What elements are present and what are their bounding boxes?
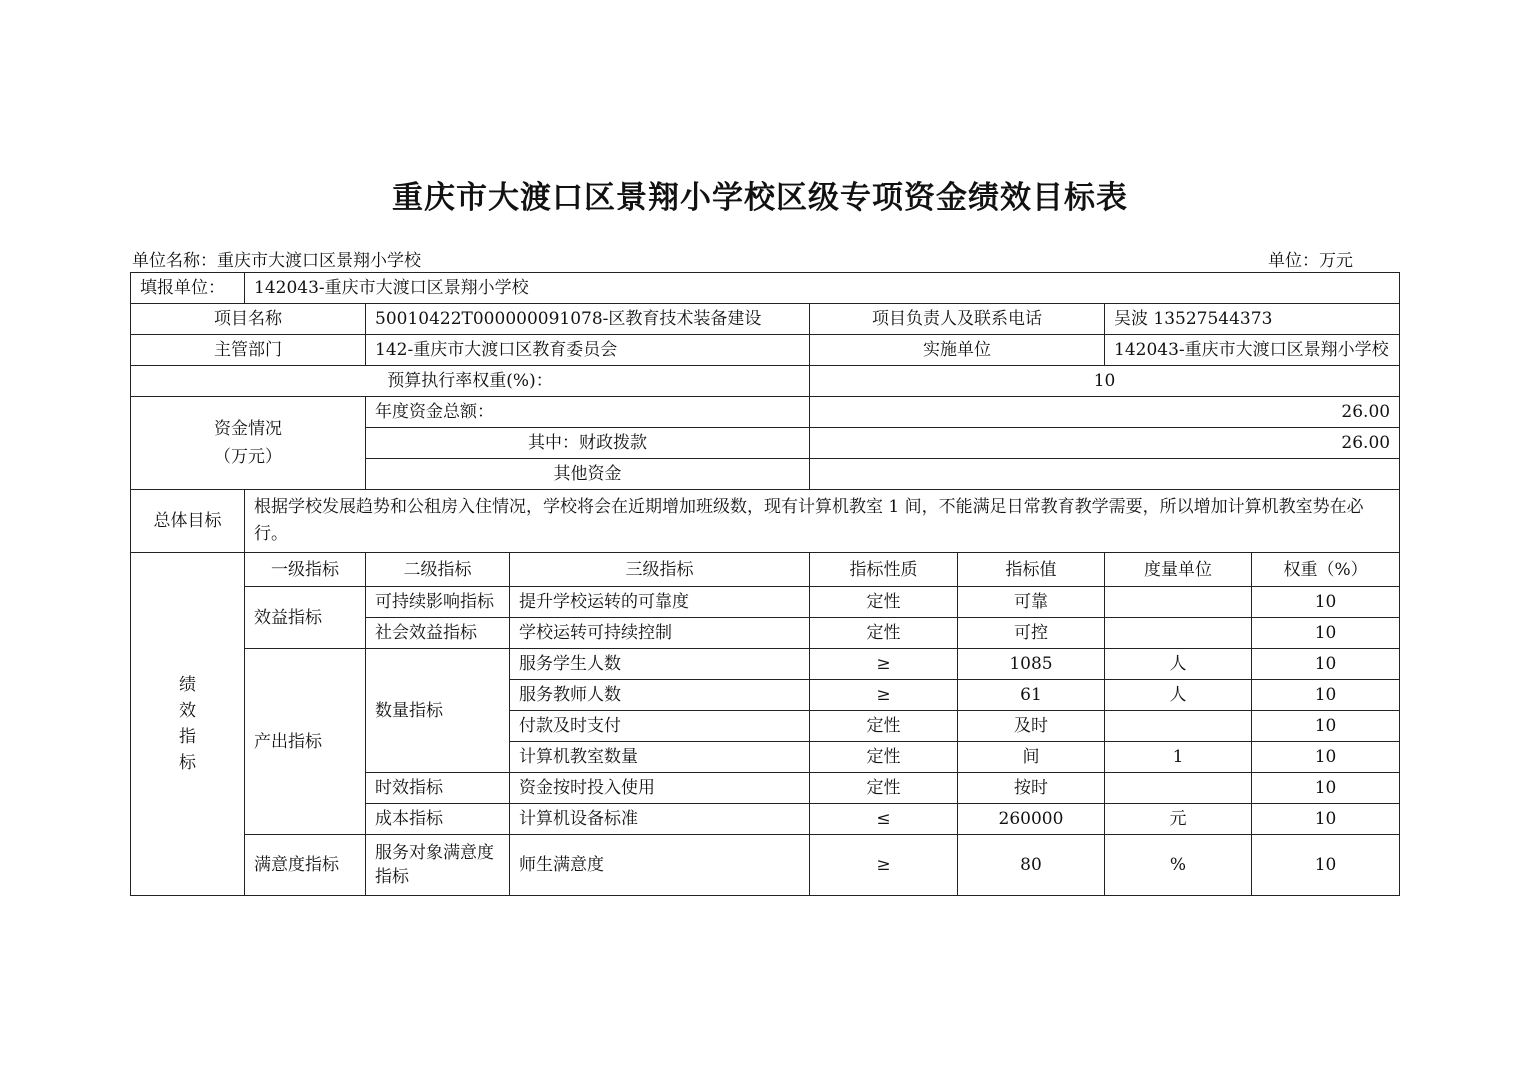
level3-cell: 服务学生人数 <box>510 649 810 680</box>
report-unit-label: 填报单位： <box>131 273 245 304</box>
nature-cell: 定性 <box>810 587 958 618</box>
level2-time: 时效指标 <box>366 773 510 804</box>
table-row <box>131 835 1400 896</box>
weight-cell: 10 <box>1252 649 1400 680</box>
page-title: 重庆市大渡口区景翔小学校区级专项资金绩效目标表 <box>392 180 1128 216</box>
dept-value: 142-重庆市大渡口区教育委员会 <box>366 335 810 366</box>
nature-cell: 定性 <box>810 711 958 742</box>
department-row <box>131 335 1400 366</box>
weight-cell: 10 <box>1252 587 1400 618</box>
unit-cell <box>1105 773 1252 804</box>
unit-cell <box>1105 587 1252 618</box>
nature-cell: 定性 <box>810 773 958 804</box>
level2-social: 社会效益指标 <box>366 618 510 649</box>
unit-cell: 1 <box>1105 742 1252 773</box>
weight-cell: 10 <box>1252 742 1400 773</box>
perf-label-char: 绩 <box>179 675 196 695</box>
perf-label-char: 指 <box>179 727 196 747</box>
overall-goal-row <box>131 490 1400 553</box>
weight-cell: 10 <box>1252 711 1400 742</box>
header-nature: 指标性质 <box>810 553 958 587</box>
funds-total-value: 26.00 <box>810 397 1400 428</box>
budget-label: 预算执行率权重(%)： <box>131 366 810 397</box>
level3-cell: 学校运转可持续控制 <box>510 618 810 649</box>
funds-total-row <box>131 397 1400 428</box>
level2-quantity: 数量指标 <box>366 649 510 773</box>
level3-cell: 资金按时投入使用 <box>510 773 810 804</box>
value-cell: 及时 <box>958 711 1105 742</box>
level2-cost: 成本指标 <box>366 804 510 835</box>
impl-value: 142043-重庆市大渡口区景翔小学校 <box>1105 335 1400 366</box>
budget-row <box>131 366 1400 397</box>
budget-value: 10 <box>810 366 1400 397</box>
value-cell: 可控 <box>958 618 1105 649</box>
level2-sustain: 可持续影响指标 <box>366 587 510 618</box>
overall-goal-text: 根据学校发展趋势和公租房入住情况，学校将会在近期增加班级数，现有计算机教室 1 间，不能满足日常教育教学需要，所以增加计算机教室势在必行。 <box>245 490 1400 553</box>
impl-label: 实施单位 <box>810 335 1105 366</box>
performance-target-table <box>130 272 1400 896</box>
level3-cell: 服务教师人数 <box>510 680 810 711</box>
project-name-value: 50010422T000000091078-区教育技术装备建设 <box>366 304 810 335</box>
value-cell: 可靠 <box>958 587 1105 618</box>
funds-total-label: 年度资金总额： <box>366 397 810 428</box>
funds-label-line-2: （万元） <box>214 447 282 467</box>
header-level1: 一级指标 <box>245 553 366 587</box>
nature-cell: ≥ <box>810 680 958 711</box>
value-cell: 80 <box>958 835 1105 896</box>
weight-cell: 10 <box>1252 680 1400 711</box>
unit-cell <box>1105 711 1252 742</box>
header-weight: 权重（%） <box>1252 553 1400 587</box>
weight-cell: 10 <box>1252 618 1400 649</box>
level1-output: 产出指标 <box>245 649 366 835</box>
level3-cell: 师生满意度 <box>510 835 810 896</box>
unit-cell: 元 <box>1105 804 1252 835</box>
value-cell: 1085 <box>958 649 1105 680</box>
project-name-row <box>131 304 1400 335</box>
value-cell: 260000 <box>958 804 1105 835</box>
weight-cell: 10 <box>1252 835 1400 896</box>
funds-fiscal-label: 其中：财政拨款 <box>366 428 810 459</box>
table-row <box>131 649 1400 680</box>
header-level3: 三级指标 <box>510 553 810 587</box>
unit-cell: % <box>1105 835 1252 896</box>
level3-cell: 计算机教室数量 <box>510 742 810 773</box>
funds-label-line-1: 资金情况 <box>214 419 282 439</box>
level1-benefit: 效益指标 <box>245 587 366 649</box>
header-level2: 二级指标 <box>366 553 510 587</box>
unit-cell: 人 <box>1105 680 1252 711</box>
value-cell: 间 <box>958 742 1105 773</box>
currency-unit-label: 单位：万元 <box>1268 251 1353 271</box>
unit-name-label: 单位名称：重庆市大渡口区景翔小学校 <box>132 251 421 271</box>
funds-fiscal-value: 26.00 <box>810 428 1400 459</box>
funds-other-value <box>810 459 1400 490</box>
table-row <box>131 587 1400 618</box>
level2-satisfaction: 服务对象满意度指标 <box>366 835 510 896</box>
nature-cell: ≥ <box>810 649 958 680</box>
nature-cell: 定性 <box>810 618 958 649</box>
value-cell: 按时 <box>958 773 1105 804</box>
perf-label-char: 标 <box>179 753 196 773</box>
nature-cell: 定性 <box>810 742 958 773</box>
funds-label <box>131 397 366 490</box>
nature-cell: ≤ <box>810 804 958 835</box>
report-unit-row <box>131 273 1400 304</box>
unit-cell: 人 <box>1105 649 1252 680</box>
contact-value: 吴波 13527544373 <box>1105 304 1400 335</box>
perf-header-row <box>131 553 1400 587</box>
contact-label: 项目负责人及联系电话 <box>810 304 1105 335</box>
value-cell: 61 <box>958 680 1105 711</box>
overall-goal-label: 总体目标 <box>131 490 245 553</box>
weight-cell: 10 <box>1252 804 1400 835</box>
level3-cell: 付款及时支付 <box>510 711 810 742</box>
funds-other-label: 其他资金 <box>366 459 810 490</box>
unit-cell <box>1105 618 1252 649</box>
perf-section-label <box>131 553 245 896</box>
dept-label: 主管部门 <box>131 335 366 366</box>
report-unit-value: 142043-重庆市大渡口区景翔小学校 <box>245 273 1400 304</box>
header-value: 指标值 <box>958 553 1105 587</box>
project-name-label: 项目名称 <box>131 304 366 335</box>
nature-cell: ≥ <box>810 835 958 896</box>
perf-label-char: 效 <box>179 701 196 721</box>
header-unit: 度量单位 <box>1105 553 1252 587</box>
level3-cell: 提升学校运转的可靠度 <box>510 587 810 618</box>
level3-cell: 计算机设备标准 <box>510 804 810 835</box>
weight-cell: 10 <box>1252 773 1400 804</box>
level1-satisfaction: 满意度指标 <box>245 835 366 896</box>
